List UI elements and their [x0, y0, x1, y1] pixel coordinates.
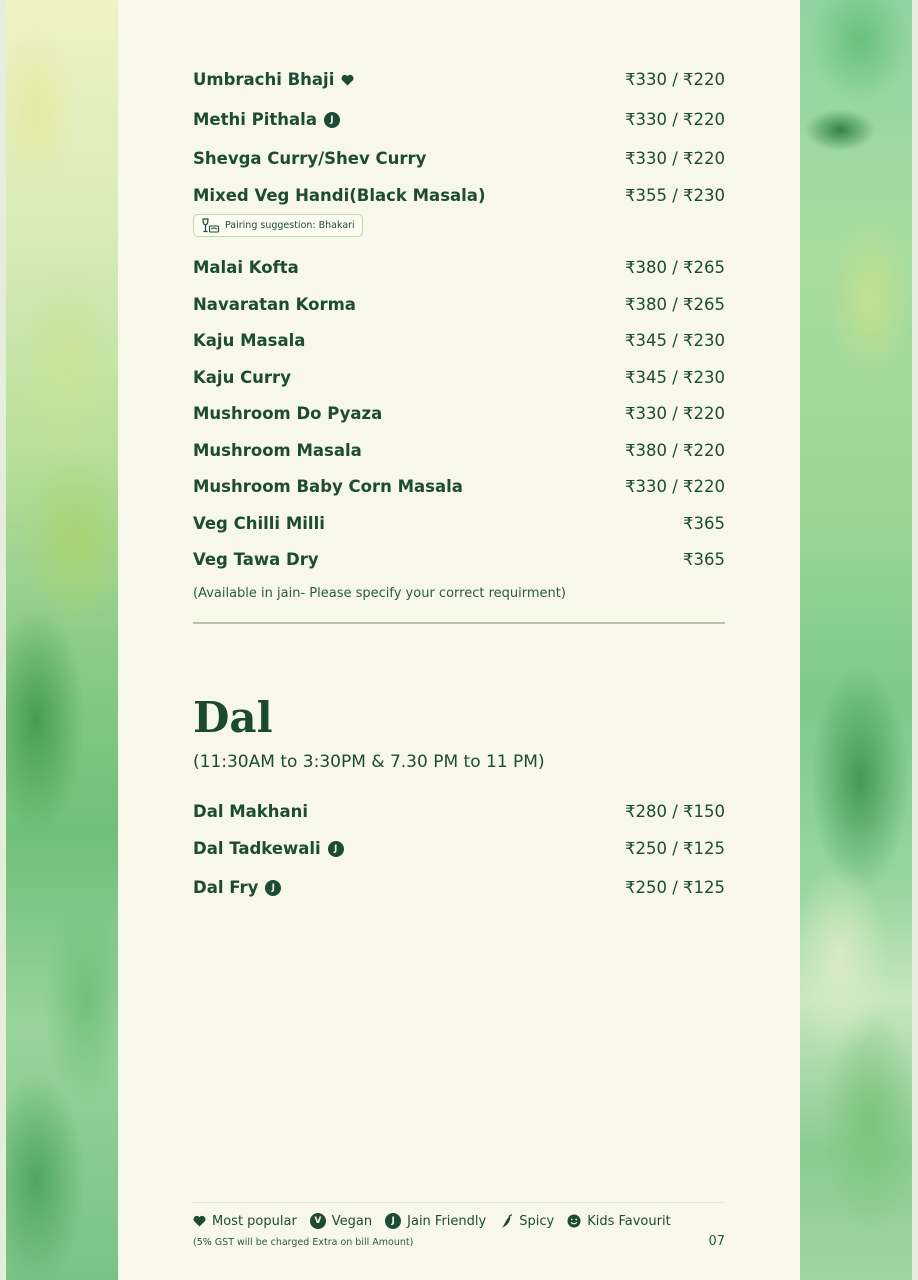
menu-item[interactable]: [193, 330, 725, 352]
chilli-icon: [499, 1214, 513, 1229]
legend-popular: Most popular: [193, 1214, 297, 1229]
item-name: Navaratan Korma: [193, 295, 356, 314]
item-name: Mixed Veg Handi(Black Masala): [193, 186, 486, 205]
jain-icon: J: [265, 880, 281, 896]
item-price: ₹355 / ₹230: [624, 186, 725, 205]
item-name: Kaju Masala: [193, 331, 306, 350]
item-price: ₹365: [683, 550, 725, 569]
item-price: ₹330 / ₹220: [624, 149, 725, 168]
smiley-icon: [567, 1214, 581, 1228]
menu-item[interactable]: [193, 185, 725, 207]
legend-spicy: Spicy: [499, 1214, 554, 1229]
item-name: Dal Fry: [193, 878, 259, 897]
item-name: Mushroom Do Pyaza: [193, 404, 383, 423]
item-price: ₹380 / ₹265: [624, 258, 725, 277]
heart-icon: [193, 1215, 206, 1227]
menu-item[interactable]: [193, 513, 725, 535]
menu-item[interactable]: [193, 549, 725, 571]
menu-item[interactable]: [193, 69, 725, 91]
legend-kids: Kids Favourit: [567, 1214, 670, 1229]
section-title-dal: Dal: [193, 693, 273, 742]
paper-edge-right: [912, 0, 918, 1280]
item-name: Kaju Curry: [193, 368, 291, 387]
item-price: ₹250 / ₹125: [624, 878, 725, 897]
watercolor-right-border: [800, 0, 912, 1280]
item-name: Veg Chilli Milli: [193, 514, 325, 533]
menu-item[interactable]: [193, 367, 725, 389]
item-price: ₹345 / ₹230: [624, 331, 725, 350]
item-price: ₹250 / ₹125: [624, 839, 725, 858]
menu-item[interactable]: [193, 148, 725, 170]
section-divider: [193, 622, 725, 624]
item-price: ₹330 / ₹220: [624, 70, 725, 89]
jain-icon: J: [328, 841, 344, 857]
gst-note: (5% GST will be charged Extra on bill Amount): [193, 1237, 414, 1248]
item-price: ₹330 / ₹220: [624, 110, 725, 129]
item-name: Dal Makhani: [193, 802, 309, 821]
item-name: Veg Tawa Dry: [193, 550, 319, 569]
legend-vegan: V Vegan: [310, 1213, 372, 1229]
item-name: Umbrachi Bhaji: [193, 70, 335, 89]
menu-item[interactable]: [193, 403, 725, 425]
item-name: Mushroom Baby Corn Masala: [193, 477, 463, 496]
jain-icon: J: [385, 1213, 401, 1229]
item-price: ₹380 / ₹265: [624, 295, 725, 314]
heart-icon: [341, 74, 354, 86]
wine-glass-icon: [200, 218, 220, 234]
menu-item[interactable]: [193, 801, 725, 823]
menu-item[interactable]: [193, 838, 725, 860]
vegan-icon: V: [310, 1213, 326, 1229]
menu-item[interactable]: [193, 109, 725, 131]
menu-item[interactable]: [193, 476, 725, 498]
jain-icon: J: [324, 112, 340, 128]
item-price: ₹345 / ₹230: [624, 368, 725, 387]
item-price: ₹330 / ₹220: [624, 477, 725, 496]
item-name: Dal Tadkewali: [193, 839, 321, 858]
item-price: ₹380 / ₹220: [624, 441, 725, 460]
item-price: ₹280 / ₹150: [624, 802, 725, 821]
watercolor-left-border: [6, 0, 118, 1280]
item-name: Shevga Curry/Shev Curry: [193, 149, 427, 168]
item-name: Mushroom Masala: [193, 441, 362, 460]
menu-item[interactable]: [193, 257, 725, 279]
item-name: Malai Kofta: [193, 258, 299, 277]
menu-item[interactable]: [193, 877, 725, 899]
menu-item[interactable]: [193, 294, 725, 316]
jain-availability-note: (Available in jain- Please specify your correct requirment): [193, 586, 566, 601]
pairing-text: Pairing suggestion: Bhakari: [225, 220, 355, 231]
legend: [193, 1213, 684, 1229]
page-number: 07: [708, 1234, 725, 1249]
item-price: ₹365: [683, 514, 725, 533]
footer-divider: [193, 1202, 725, 1203]
menu-item[interactable]: [193, 440, 725, 462]
item-price: ₹330 / ₹220: [624, 404, 725, 423]
paper-edge-left: [0, 0, 6, 1280]
item-name: Methi Pithala: [193, 110, 317, 129]
section-timing: (11:30AM to 3:30PM & 7.30 PM to 11 PM): [193, 752, 545, 772]
legend-jain: J Jain Friendly: [385, 1213, 486, 1229]
pairing-suggestion-badge: [193, 214, 363, 237]
